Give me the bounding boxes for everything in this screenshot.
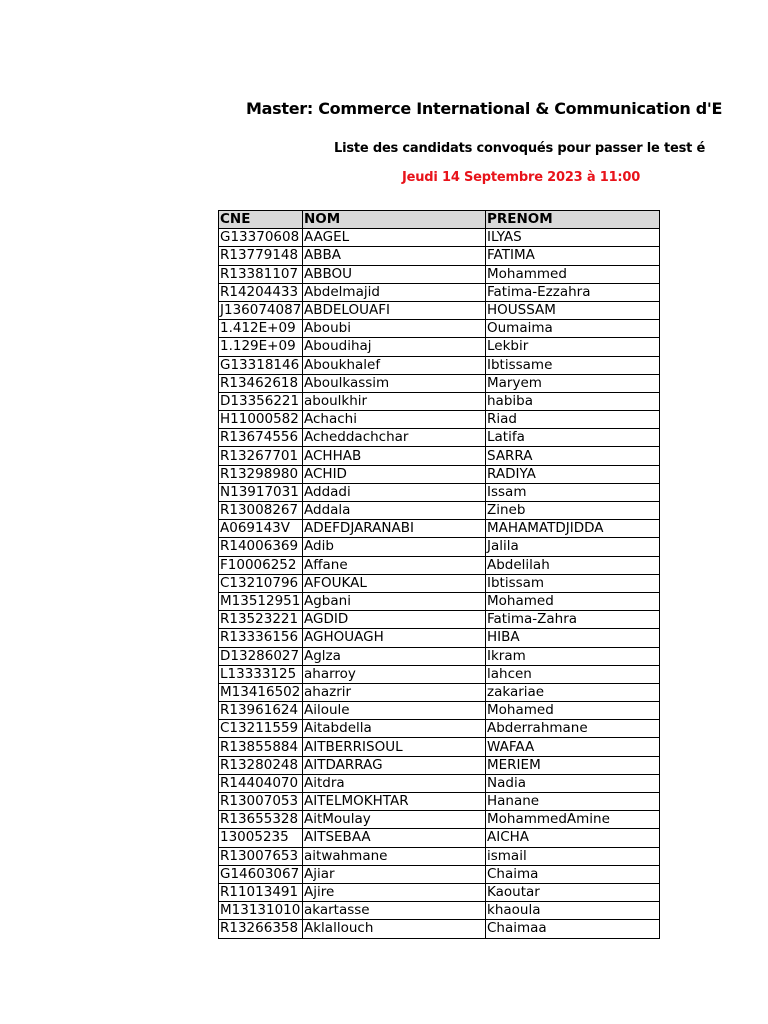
table-row [219,411,660,429]
cell-nom: Aboudihaj [303,338,486,356]
cell-prenom: Nadia [486,774,660,792]
cell-nom: AITELMOKHTAR [303,793,486,811]
cell-cne: R14006369 [219,538,303,556]
cell-prenom: Latifa [486,429,660,447]
cell-cne: D13356221 [219,392,303,410]
cell-cne: R13961624 [219,702,303,720]
cell-prenom: Lekbir [486,338,660,356]
cell-nom: ACHHAB [303,447,486,465]
cell-cne: M13131010 [219,902,303,920]
cell-nom: Aitdra [303,774,486,792]
cell-prenom: Mohammed [486,265,660,283]
table-row [219,429,660,447]
cell-nom: AGHOUAGH [303,629,486,647]
table-row [219,483,660,501]
cell-nom: ABBOU [303,265,486,283]
table-row [219,829,660,847]
cell-nom: AITBERRISOUL [303,738,486,756]
cell-prenom: zakariae [486,683,660,701]
cell-cne: R13655328 [219,811,303,829]
cell-prenom: Chaimaa [486,920,660,938]
cell-cne: N13917031 [219,483,303,501]
cell-nom: ADEFDJARANABI [303,520,486,538]
cell-nom: AITDARRAG [303,756,486,774]
table-row [219,392,660,410]
table-row [219,865,660,883]
cell-cne: R13336156 [219,629,303,647]
table-row [219,465,660,483]
cell-cne: R13267701 [219,447,303,465]
cell-prenom: Riad [486,411,660,429]
cell-prenom: MERIEM [486,756,660,774]
table-row [219,556,660,574]
cell-cne: R13674556 [219,429,303,447]
cell-prenom: khaoula [486,902,660,920]
cell-nom: Aglza [303,647,486,665]
cell-cne: R13266358 [219,920,303,938]
table-row [219,920,660,938]
cell-nom: Ajire [303,883,486,901]
cell-cne: R13462618 [219,374,303,392]
cell-cne: A069143V [219,520,303,538]
cell-nom: Affane [303,556,486,574]
cell-nom: AitMoulay [303,811,486,829]
cell-prenom: lahcen [486,665,660,683]
cell-cne: J136074087 [220,302,302,319]
cell-nom: Achachi [303,411,486,429]
cell-prenom: ILYAS [486,229,660,247]
cell-nom: Aitabdella [303,720,486,738]
cell-prenom: FATIMA [486,247,660,265]
cell-cne: R13007053 [219,793,303,811]
cell-cne: C13210796 [219,574,303,592]
cell-prenom: Hanane [486,793,660,811]
cell-prenom: habiba [486,392,660,410]
table-row [219,683,660,701]
table-row [219,338,660,356]
cell-cne: R14204433 [219,283,303,301]
exam-date: Jeudi 14 Septembre 2023 à 11:00 [402,170,641,185]
cell-cne: G14603067 [219,865,303,883]
cell-nom: Aboulkassim [303,374,486,392]
cell-cne: R13280248 [219,756,303,774]
cell-cne: 13005235 [219,829,303,847]
cell-nom: Ajiar [303,865,486,883]
cell-cne: D13286027 [219,647,303,665]
table-row [219,702,660,720]
table-row [219,738,660,756]
cell-nom: Addala [303,502,486,520]
cell-nom: AFOUKAL [303,574,486,592]
cell-prenom: HIBA [486,629,660,647]
page-subtitle: Liste des candidats convoqués pour passer le test é [334,141,706,156]
cell-nom: aitwahmane [303,847,486,865]
cell-cne: G13318146 [219,356,303,374]
cell-nom: aharroy [303,665,486,683]
cell-prenom: Ikram [486,647,660,665]
cell-prenom: Jalila [486,538,660,556]
cell-prenom: RADIYA [486,465,660,483]
cell-cne: 1.412E+09 [219,320,303,338]
cell-prenom: AICHA [486,829,660,847]
cell-cne: C13211559 [219,720,303,738]
column-header-nom: NOM [303,211,486,229]
cell-nom: ABDELOUAFI [303,301,486,319]
cell-prenom: MAHAMATDJIDDA [486,520,660,538]
cell-cne: F10006252 [219,556,303,574]
cell-prenom: Maryem [486,374,660,392]
cell-prenom: Ibtissam [486,574,660,592]
table-row [219,793,660,811]
table-body [219,229,660,938]
table-row [219,811,660,829]
column-header-cne: CNE [219,211,303,229]
cell-cne: R13008267 [219,502,303,520]
table-row [219,774,660,792]
cell-nom: Aklallouch [303,920,486,938]
cell-nom: Ailoule [303,702,486,720]
table-row [219,283,660,301]
cell-cne: R14404070 [219,774,303,792]
cell-cne: G13370608 [219,229,303,247]
cell-prenom: HOUSSAM [486,301,660,319]
table-row [219,574,660,592]
cell-prenom: Fatima-Zahra [486,611,660,629]
table-header-row [219,211,660,229]
cell-prenom: Fatima-Ezzahra [486,283,660,301]
cell-prenom: SARRA [486,447,660,465]
table-row [219,538,660,556]
table-row [219,247,660,265]
cell-cne: L13333125 [219,665,303,683]
cell-cne: R13298980 [219,465,303,483]
cell-nom: Adib [303,538,486,556]
cell-cne: R13007653 [219,847,303,865]
cell-nom: ahazrir [303,683,486,701]
cell-prenom: Oumaima [486,320,660,338]
cell-nom: Addadi [303,483,486,501]
cell-prenom: Ibtissame [486,356,660,374]
table-row [219,447,660,465]
cell-nom: akartasse [303,902,486,920]
cell-prenom: Issam [486,483,660,501]
cell-prenom: MohammedAmine [486,811,660,829]
cell-nom: Aboukhalef [303,356,486,374]
cell-nom: ACHID [303,465,486,483]
table-row [219,356,660,374]
cell-cne: R11013491 [219,883,303,901]
table-row [219,756,660,774]
page-title: Master: Commerce International & Communication d'E [246,99,723,118]
table-row [219,883,660,901]
cell-cne: R13779148 [219,247,303,265]
table-row [219,374,660,392]
cell-nom: Agbani [303,592,486,610]
cell-nom: AITSEBAA [303,829,486,847]
cell-prenom: Abderrahmane [486,720,660,738]
table-row [219,320,660,338]
cell-prenom: Mohamed [486,592,660,610]
cell-cne: R13855884 [219,738,303,756]
table-row [219,847,660,865]
table-row [219,520,660,538]
cell-cne: H11000582 [219,411,303,429]
cell-prenom: Zineb [486,502,660,520]
cell-cne: 1.129E+09 [219,338,303,356]
cell-nom: Abdelmajid [303,283,486,301]
table-row [219,665,660,683]
table-row [219,592,660,610]
table-row [219,720,660,738]
cell-prenom: ismail [486,847,660,865]
cell-cne: M13416502 [219,683,303,701]
cell-cne: R13381107 [219,265,303,283]
cell-prenom: Chaima [486,865,660,883]
column-header-prenom: PRENOM [486,211,660,229]
cell-cne: M13512951 [219,592,303,610]
cell-prenom: WAFAA [486,738,660,756]
cell-nom: Aboubi [303,320,486,338]
cell-prenom: Kaoutar [486,883,660,901]
table-row [219,301,660,319]
cell-nom: aboulkhir [303,392,486,410]
cell-nom: Acheddachchar [303,429,486,447]
table-row [219,629,660,647]
table-row [219,902,660,920]
cell-nom: AGDID [303,611,486,629]
cell-nom: AAGEL [303,229,486,247]
table-row [219,265,660,283]
candidates-table [218,210,660,939]
table-row [219,647,660,665]
table-row [219,611,660,629]
table-row [219,229,660,247]
cell-prenom: Mohamed [486,702,660,720]
cell-prenom: Abdelilah [486,556,660,574]
table-row [219,502,660,520]
cell-nom: ABBA [303,247,486,265]
cell-cne: R13523221 [219,611,303,629]
